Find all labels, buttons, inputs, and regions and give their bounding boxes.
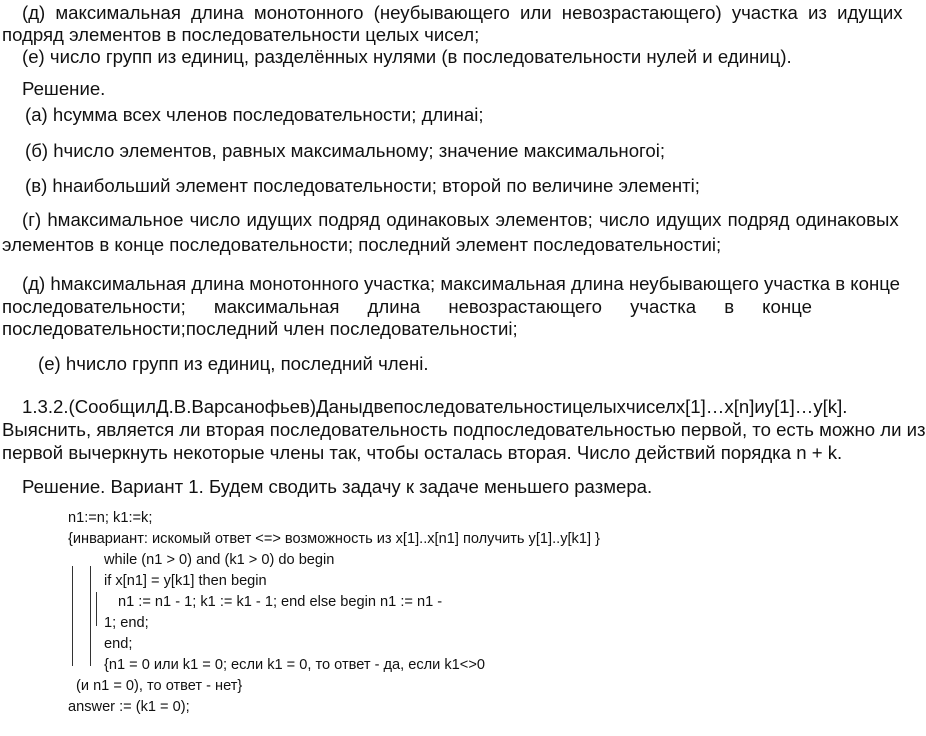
task-d-line-2: подряд элементов в последовательности целых чисел; [2,24,480,45]
word: x[1]…x[n] [675,396,755,417]
solution-variant-1: Решение. Вариант 1. Будем сводить задачу к задаче меньшего размера. [22,476,653,497]
word: участка [630,296,697,317]
block-indent-bar [72,566,73,666]
word: целых [572,396,626,417]
word: (Сообщил [68,396,157,417]
word: две [362,396,394,417]
code-line: n1:=n; k1:=k; [68,510,153,526]
code-line: {n1 = 0 или k1 = 0; если k1 = 0, то ответ - да, если k1<>0 [104,657,485,673]
problem-1-3-2-line-2: Выяснить, является ли вторая последовательность подпоследовательностью первой, то есть можно ли из [2,419,926,440]
word: в [724,296,735,317]
answer-d-line-3: последовательности;последний член последовательностиi; [2,318,518,339]
answer-b-line: (б) hчисло элементов, равных максимальному; значение максимальногоi; [25,140,666,161]
solution-heading: Решение. [22,78,106,99]
problem-1-3-2-line-1 [22,396,848,418]
answer-g-line-2: элементов в конце последовательности; последний элемент последовательностиi; [2,234,722,255]
code-line: end; [104,636,133,652]
word: последовательности [393,396,573,417]
code-line: while (n1 > 0) and (k1 > 0) do begin [104,552,335,568]
code-line: 1; end; [104,615,149,631]
code-line: answer := (k1 = 0); [68,699,190,715]
block-indent-bar [96,592,97,626]
code-line: n1 := n1 - 1; k1 := k1 - 1; end else begin n1 := n1 - [118,594,443,610]
word: чисел [625,396,676,417]
word: 1.3.2. [22,396,69,417]
word: и [754,396,765,417]
problem-1-3-2-line-3: первой вычеркнуть некоторые члены так, чтобы осталась вторая. Число действий порядка n + k. [2,442,843,463]
word: конце [762,296,812,317]
code-line: {инвариант: искомый ответ <=> возможность из x[1]..x[n1] получить y[1]..y[k1] } [68,531,600,547]
code-line: if x[n1] = y[k1] then begin [104,573,267,589]
answer-v-line: (в) hнаибольший элемент последовательности; второй по величине элементi; [25,175,700,196]
task-e-line: (е) число групп из единиц, разделённых нулями (в последовательности нулей и единиц). [22,46,792,67]
word: Даны [316,396,363,417]
code-line: (и n1 = 0), то ответ - нет} [76,678,243,694]
answer-d-line-2 [2,296,812,318]
word: последовательности; [2,296,186,317]
answer-g-line-1: (г) hмаксимальное число идущих подряд одинаковых элементов; число идущих подряд одинаковых [22,209,899,230]
answer-a-line: (а) hсумма всех членов последовательности; длинаi; [25,104,484,125]
word: длина [367,296,421,317]
word: невозрастающего [448,296,602,317]
word: Д.В.Варсанофьев) [156,396,317,417]
word: максимальная [213,296,340,317]
block-indent-bar [90,566,91,666]
task-d-line-1: (д) максимальная длина монотонного (неубывающего или невозрастающего) участка из идущих [22,2,903,23]
word: y[1]…y[k]. [764,396,848,417]
answer-d-line-1: (д) hмаксимальная длина монотонного участка; максимальная длина неубывающего участка в конце [22,273,901,294]
answer-e-line: (е) hчисло групп из единиц, последний членi. [38,353,429,374]
